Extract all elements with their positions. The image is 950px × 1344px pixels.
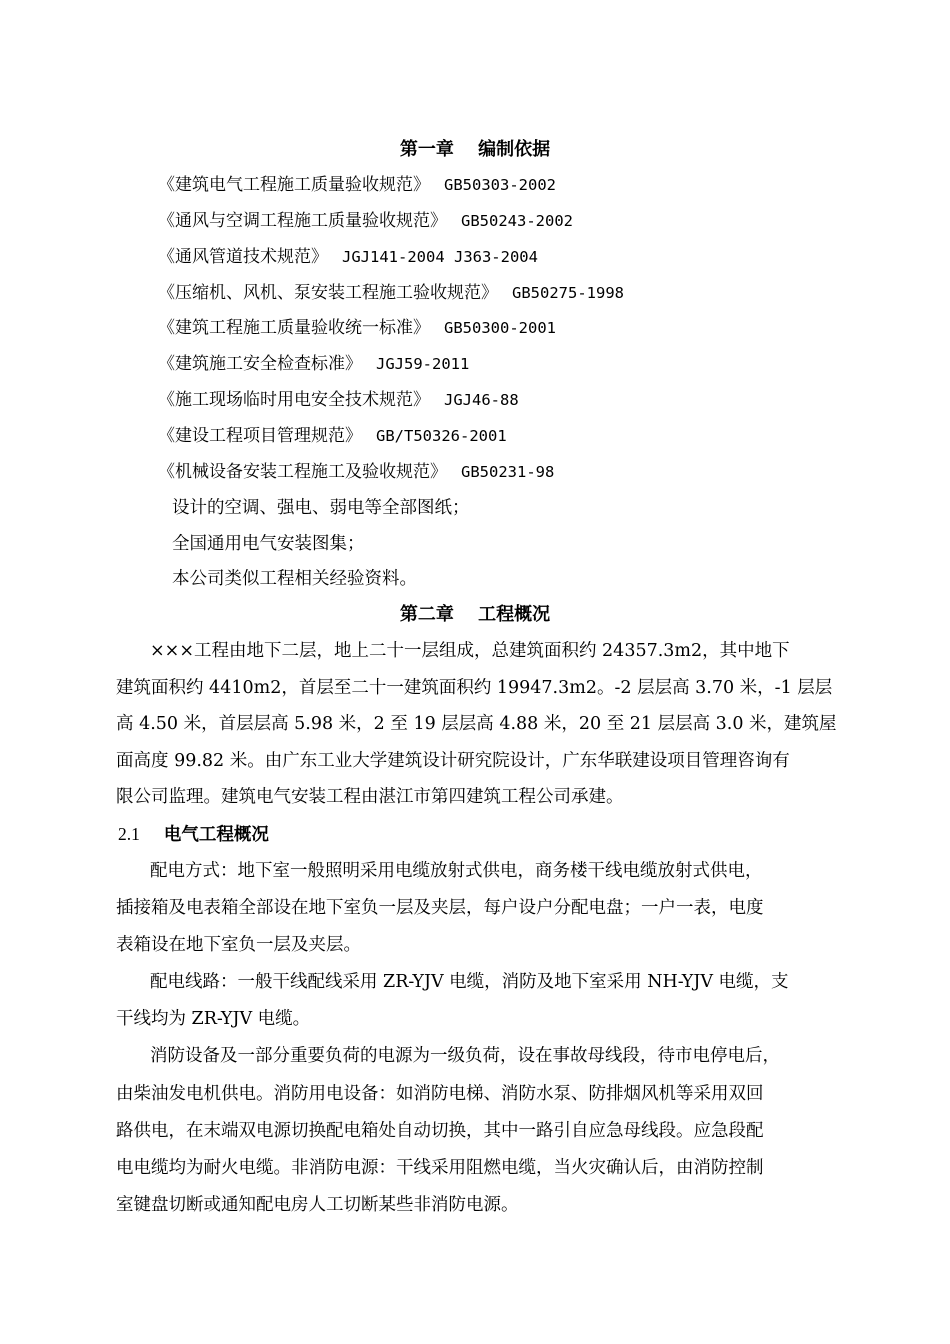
reference-note: 全国通用电气安装图集； — [172, 534, 365, 554]
paragraph-line: 路供电，在末端双电源切换配电箱处自动切换，其中一路引自应急母线段。应急段配 — [116, 1121, 764, 1141]
chapter-2-title: 第二章 工程概况 — [399, 604, 551, 625]
reference-item: 《机械设备安装工程施工及验收规范》 GB50231-98 — [158, 462, 555, 482]
paragraph-line: 由柴油发电机供电。消防用电设备：如消防电梯、消防水泵、防排烟风机等采用双回 — [116, 1084, 764, 1104]
overview-line: ×××工程由地下二层，地上二十一层组成，总建筑面积约 24357.3m2，其中地下 — [150, 641, 790, 661]
overview-line: 高 4.50 米，首层层高 5.98 米，2 至 19 层层高 4.88 米，20 至 21 层层高 3.0 米，建筑屋 — [116, 714, 837, 734]
overview-line: 建筑面积约 4410m2，首层至二十一建筑面积约 19947.3m2。-2 层层高 3.70 米，-1 层层 — [116, 678, 833, 698]
reference-item: 《压缩机、风机、泵安装工程施工验收规范》 GB50275-1998 — [158, 283, 624, 303]
reference-item: 《建筑工程施工质量验收统一标准》 GB50300-2001 — [158, 318, 556, 338]
reference-item: 《建筑电气工程施工质量验收规范》 GB50303-2002 — [158, 175, 556, 195]
paragraph-line: 室键盘切断或通知配电房人工切断某些非消防电源。 — [116, 1195, 519, 1215]
paragraph-line: 配电线路：一般干线配线采用 ZR-YJV 电缆，消防及地下室采用 NH-YJV 电缆，支 — [150, 972, 789, 992]
paragraph-line: 干线均为 ZR-YJV 电缆。 — [116, 1009, 311, 1029]
reference-note: 设计的空调、强电、弱电等全部图纸； — [172, 498, 470, 518]
reference-item: 《通风管道技术规范》 JGJ141-2004 J363-2004 — [158, 247, 538, 267]
reference-item: 《建筑施工安全检查标准》 JGJ59-2011 — [158, 354, 470, 374]
reference-item: 《建设工程项目管理规范》 GB/T50326-2001 — [158, 426, 507, 446]
reference-note: 本公司类似工程相关经验资料。 — [172, 569, 417, 589]
reference-item: 《通风与空调工程施工质量验收规范》 GB50243-2002 — [158, 211, 573, 231]
paragraph-line: 消防设备及一部分重要负荷的电源为一级负荷，设在事故母线段，待市电停电后， — [150, 1046, 780, 1066]
section-heading: 2.1 电气工程概况 — [118, 824, 269, 845]
paragraph-line: 电电缆均为耐火电缆。非消防电源：干线采用阻燃电缆，当火灾确认后，由消防控制 — [116, 1158, 764, 1178]
chapter-1-title: 第一章 编制依据 — [399, 139, 551, 160]
paragraph-line: 表箱设在地下室负一层及夹层。 — [116, 935, 361, 955]
paragraph-line: 插接箱及电表箱全部设在地下室负一层及夹层，每户设户分配电盘；一户一表，电度 — [116, 898, 764, 918]
paragraph-line: 配电方式：地下室一般照明采用电缆放射式供电，商务楼干线电缆放射式供电， — [150, 861, 763, 881]
reference-item: 《施工现场临时用电安全技术规范》 JGJ46-88 — [158, 390, 519, 410]
overview-line: 面高度 99.82 米。由广东工业大学建筑设计研究院设计，广东华联建设项目管理咨询有 — [116, 751, 790, 771]
overview-line: 限公司监理。建筑电气安装工程由湛江市第四建筑工程公司承建。 — [116, 787, 624, 807]
